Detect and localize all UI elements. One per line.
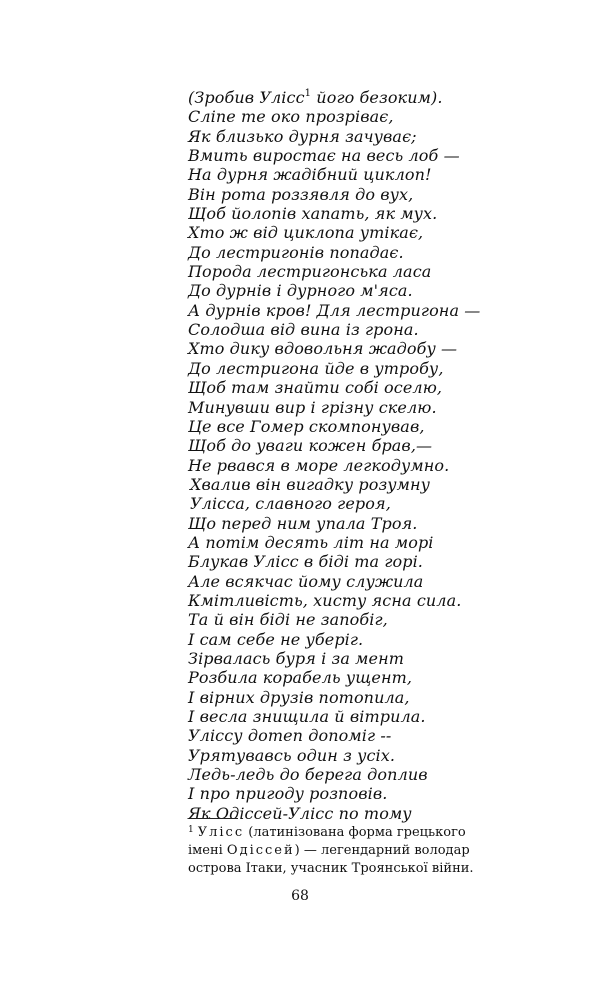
poem-line: Розбила корабель ущент, xyxy=(188,668,413,688)
footnote-line-2 xyxy=(188,842,518,860)
poem-line: Минувши вир і грізну скелю. xyxy=(188,397,437,417)
footnote-line-1-rest: (латинізована форма грецького xyxy=(244,825,466,840)
poem-line: Порода лестригонська ласа xyxy=(188,262,432,282)
poem-line-1-text: (Зробив Улісс xyxy=(188,88,305,107)
poem-line: Уліссу дотеп допоміг -- xyxy=(188,726,392,746)
poem-line: І про пригоду розповів. xyxy=(188,784,388,804)
poem-line: Хто ж від циклопа утікає, xyxy=(188,223,424,243)
footnote-marker: 1 xyxy=(188,825,194,835)
poem-line-1 xyxy=(188,88,508,107)
poem-line: Сліпе те око прозріває, xyxy=(188,107,394,127)
poem-line-1-tail: його безоким). xyxy=(311,88,443,107)
poem-line: Вмить виростає на весь лоб — xyxy=(188,146,460,166)
poem-line: Але всякчас йому служила xyxy=(188,571,424,591)
poem-line: І весла знищила й вітрила. xyxy=(188,707,426,726)
poem-line: Як Одіссей-Улісс по тому xyxy=(188,803,412,823)
poem-line: Хто дику вдовольня жадобу — xyxy=(188,339,458,359)
poem-line: Урятувавсь один з усіх. xyxy=(188,745,396,765)
poem-line: І вірних друзів потопила, xyxy=(188,687,410,707)
footnote-line-2-pre: імені xyxy=(188,843,227,858)
poem-line: Не рвався в море легкодумно. xyxy=(188,455,450,475)
footnote-divider xyxy=(190,818,238,819)
poem-line: Ледь-ледь до берега доплив xyxy=(188,765,428,785)
poem-line: Щоб до уваги кожен брав,— xyxy=(188,436,433,456)
poem-line: Щоб там знайти собі оселю, xyxy=(188,378,443,398)
poem-line: І сам себе не уберіг. xyxy=(188,629,364,649)
footnote-line-1 xyxy=(188,824,518,842)
poem-line: А дурнів кров! Для лестригона — xyxy=(188,300,481,320)
poem-line: Це все Гомер скомпонував, xyxy=(188,416,425,436)
footnote-term: Улісс xyxy=(197,825,245,840)
poem-line: Хвалив він вигадку розумну xyxy=(190,474,431,494)
poem-line: Як близько дурня зачуває; xyxy=(188,126,417,146)
page-number: 68 xyxy=(291,888,309,904)
poem-line: Солодша від вина із грона. xyxy=(188,320,419,340)
poem-line: Щоб йолопів хапать, як мух. xyxy=(188,204,438,224)
poem-line: Улісса, славного героя, xyxy=(190,494,391,514)
poem-line: Блукав Улісс в біді та горі. xyxy=(188,552,423,572)
poem-line: До дурнів і дурного м'яса. xyxy=(188,281,413,301)
poem-text xyxy=(188,88,508,823)
poem-line: А потім десять літ на морі xyxy=(188,532,434,552)
footnote xyxy=(188,824,518,878)
footnote-reference: 1 xyxy=(304,88,312,99)
poem-line: До лестригона йде в утробу, xyxy=(188,358,444,378)
poem-line: Кмітливість, хисту ясна сила. xyxy=(188,590,462,610)
poem-line: На дурня жадібний циклоп! xyxy=(188,165,432,185)
footnote-line-2-rest: ) — легендарний володар xyxy=(294,843,470,858)
poem-line: До лестригонів попадає. xyxy=(188,242,404,262)
poem-line: Що перед ним упала Троя. xyxy=(188,513,418,533)
poem-line: Він рота роззявля до вух, xyxy=(188,184,414,204)
footnote-name: Одіссей xyxy=(226,843,295,858)
poem-line: Та й він біді не запобіг, xyxy=(188,610,388,630)
footnote-line-3: острова Ітаки, учасник Троянської війни. xyxy=(188,861,474,876)
poem-line: Зірвалась буря і за мент xyxy=(188,648,405,668)
